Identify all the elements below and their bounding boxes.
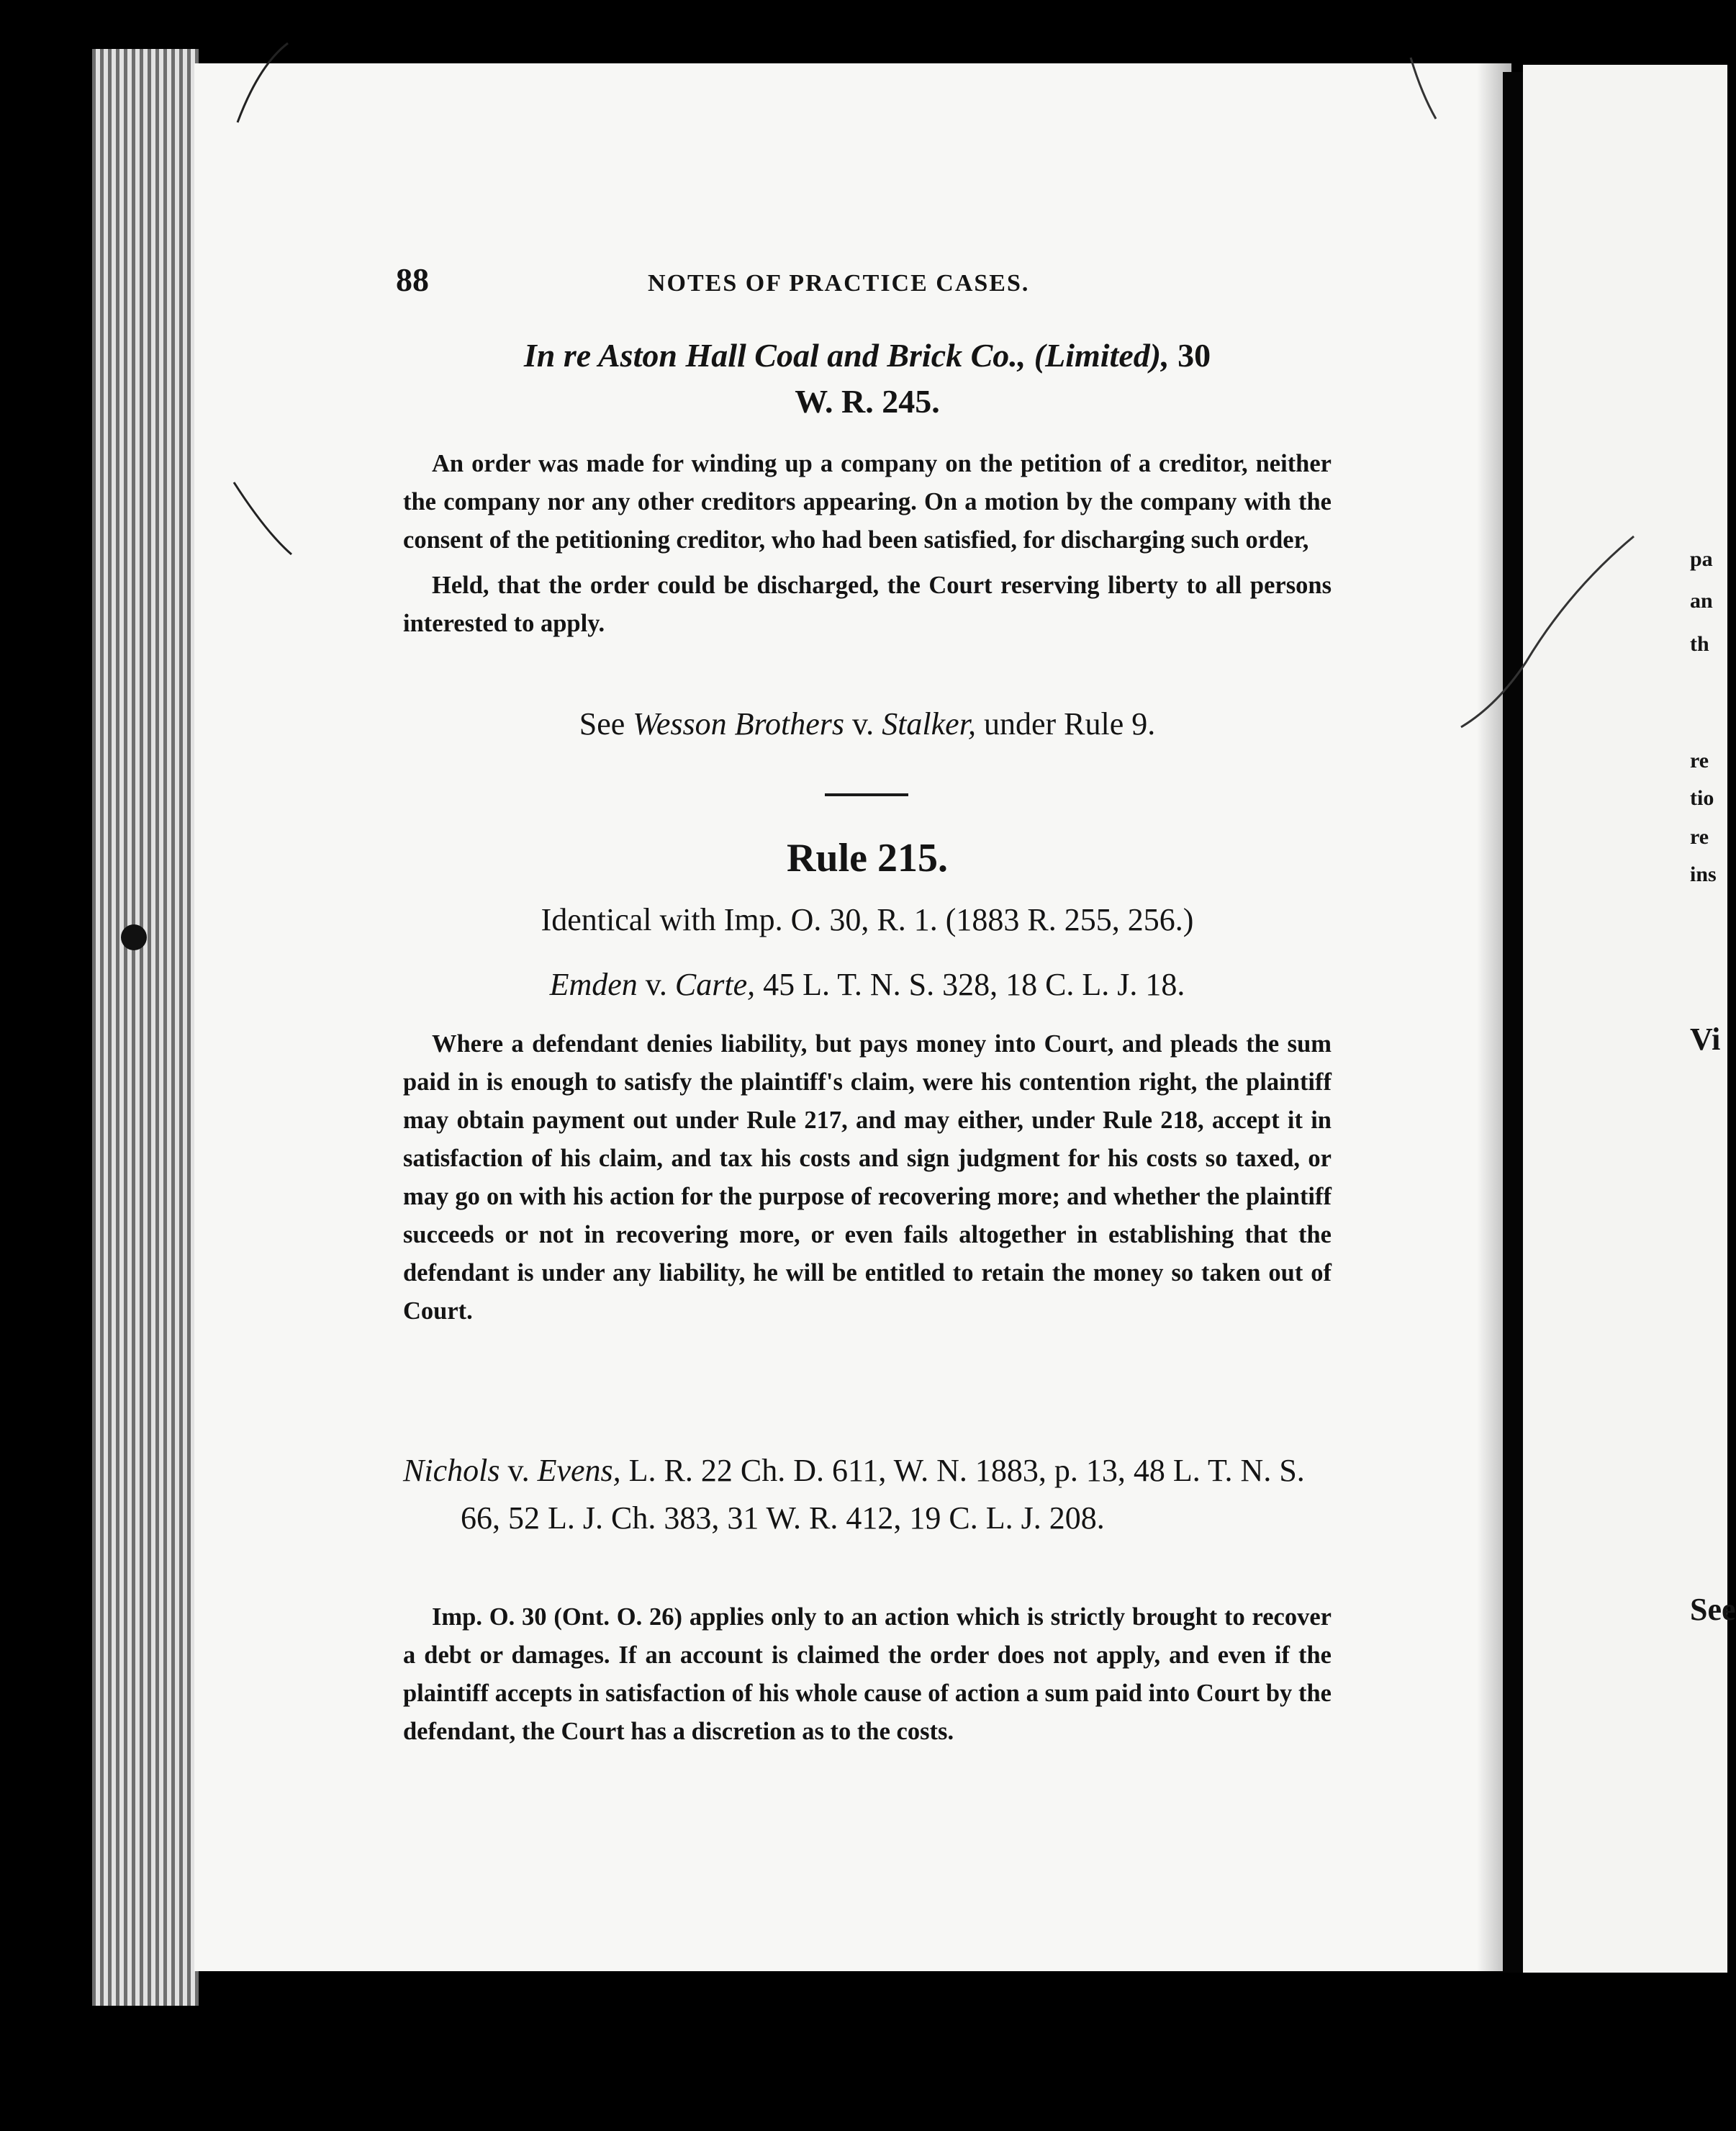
see-case-name: Wesson Brothers xyxy=(633,706,845,742)
right-fragment: th xyxy=(1690,632,1709,656)
see-reference xyxy=(403,706,1332,742)
right-fragment: re xyxy=(1690,749,1709,772)
running-title: NOTES OF PRACTICE CASES. xyxy=(648,270,1030,297)
page-header xyxy=(396,261,1332,304)
right-fragment: Vi xyxy=(1690,1022,1721,1057)
citation-case-name-2: Evens, xyxy=(537,1453,621,1488)
right-fragment: re xyxy=(1690,825,1709,849)
paragraph: Imp. O. 30 (Ont. O. 26) applies only to an action which is strictly brought to recover a debt or damages. If an account is claimed the order does not apply, and even if the plaintiff accepts in satisfaction of his whole cause of action a sum paid into Court by the defendant, the Court has a discretion as to the costs. xyxy=(403,1603,1332,1745)
rule-heading: Rule 215. xyxy=(787,836,948,880)
right-fragment: tio xyxy=(1690,786,1714,810)
see-case-name-2: Stalker, xyxy=(882,706,976,742)
rule-body xyxy=(403,1025,1332,1330)
case-1-body xyxy=(403,445,1332,643)
right-fragment: ins xyxy=(1690,862,1717,886)
case-title-cite-line-2: W. R. 245. xyxy=(795,383,940,420)
citation-reference: L. R. 22 Ch. D. 611, W. N. 1883, p. 13, 48 L. T. N. S. 66, 52 L. J. Ch. 383, 31 W. R. 412, 19 C. L. J. 208. xyxy=(461,1453,1305,1536)
citation-versus: v. xyxy=(637,967,675,1002)
see-prefix: See xyxy=(579,706,633,742)
right-fragment: See xyxy=(1690,1592,1736,1627)
rule-identical-note: Identical with Imp. O. 30, R. 1. (1883 R. 255, 256.) xyxy=(541,902,1194,937)
citation-versus: v. xyxy=(499,1453,538,1488)
citation-case-name: Nichols xyxy=(403,1453,500,1488)
paragraph: An order was made for winding up a company on the petition of a creditor, neither the company nor any other creditors appearing. On a motion by the company with the consent of the petitioning creditor, who had been satisfied, for discharging such order, xyxy=(403,450,1332,554)
rule-body-2 xyxy=(403,1598,1332,1751)
citation-case-name-2: Carte, xyxy=(674,967,756,1002)
citation-reference: 45 L. T. N. S. 328, 18 C. L. J. 18. xyxy=(755,967,1185,1002)
case-citation-hanging xyxy=(403,1447,1332,1542)
paragraph: Held, that the order could be discharged, the Court reserving liberty to all persons interested to apply. xyxy=(403,572,1332,637)
right-fragment: pa xyxy=(1690,547,1713,571)
section-divider xyxy=(825,793,908,796)
case-title-cite: 30 xyxy=(1169,337,1211,374)
paragraph: Where a defendant denies liability, but pays money into Court, and pleads the sum paid in is enough to satisfy the plaintiff's claim, were his contention right, the plaintiff may obtain payment out under Rule 217, and may either, under Rule 218, accept it in satisfaction of his claim, and tax his costs and sign judgment for his costs so taxed, or may go on with his action for the purpose of recovering more; and whether the plaintiff succeeds or not in recovering more, or even fails altogether in establishing that the defendant is under any liability, he will be entitled to retain the money so taken out of Court. xyxy=(403,1030,1332,1325)
case-citation xyxy=(403,966,1332,1003)
case-title-italic: In re Aston Hall Coal and Brick Co., (Limited), xyxy=(523,337,1170,374)
right-fragment: an xyxy=(1690,589,1713,613)
case-title xyxy=(403,333,1332,425)
see-versus: v. xyxy=(844,706,882,742)
see-suffix: under Rule 9. xyxy=(975,706,1156,742)
citation-case-name: Emden xyxy=(549,967,638,1002)
page-number: 88 xyxy=(396,261,429,298)
